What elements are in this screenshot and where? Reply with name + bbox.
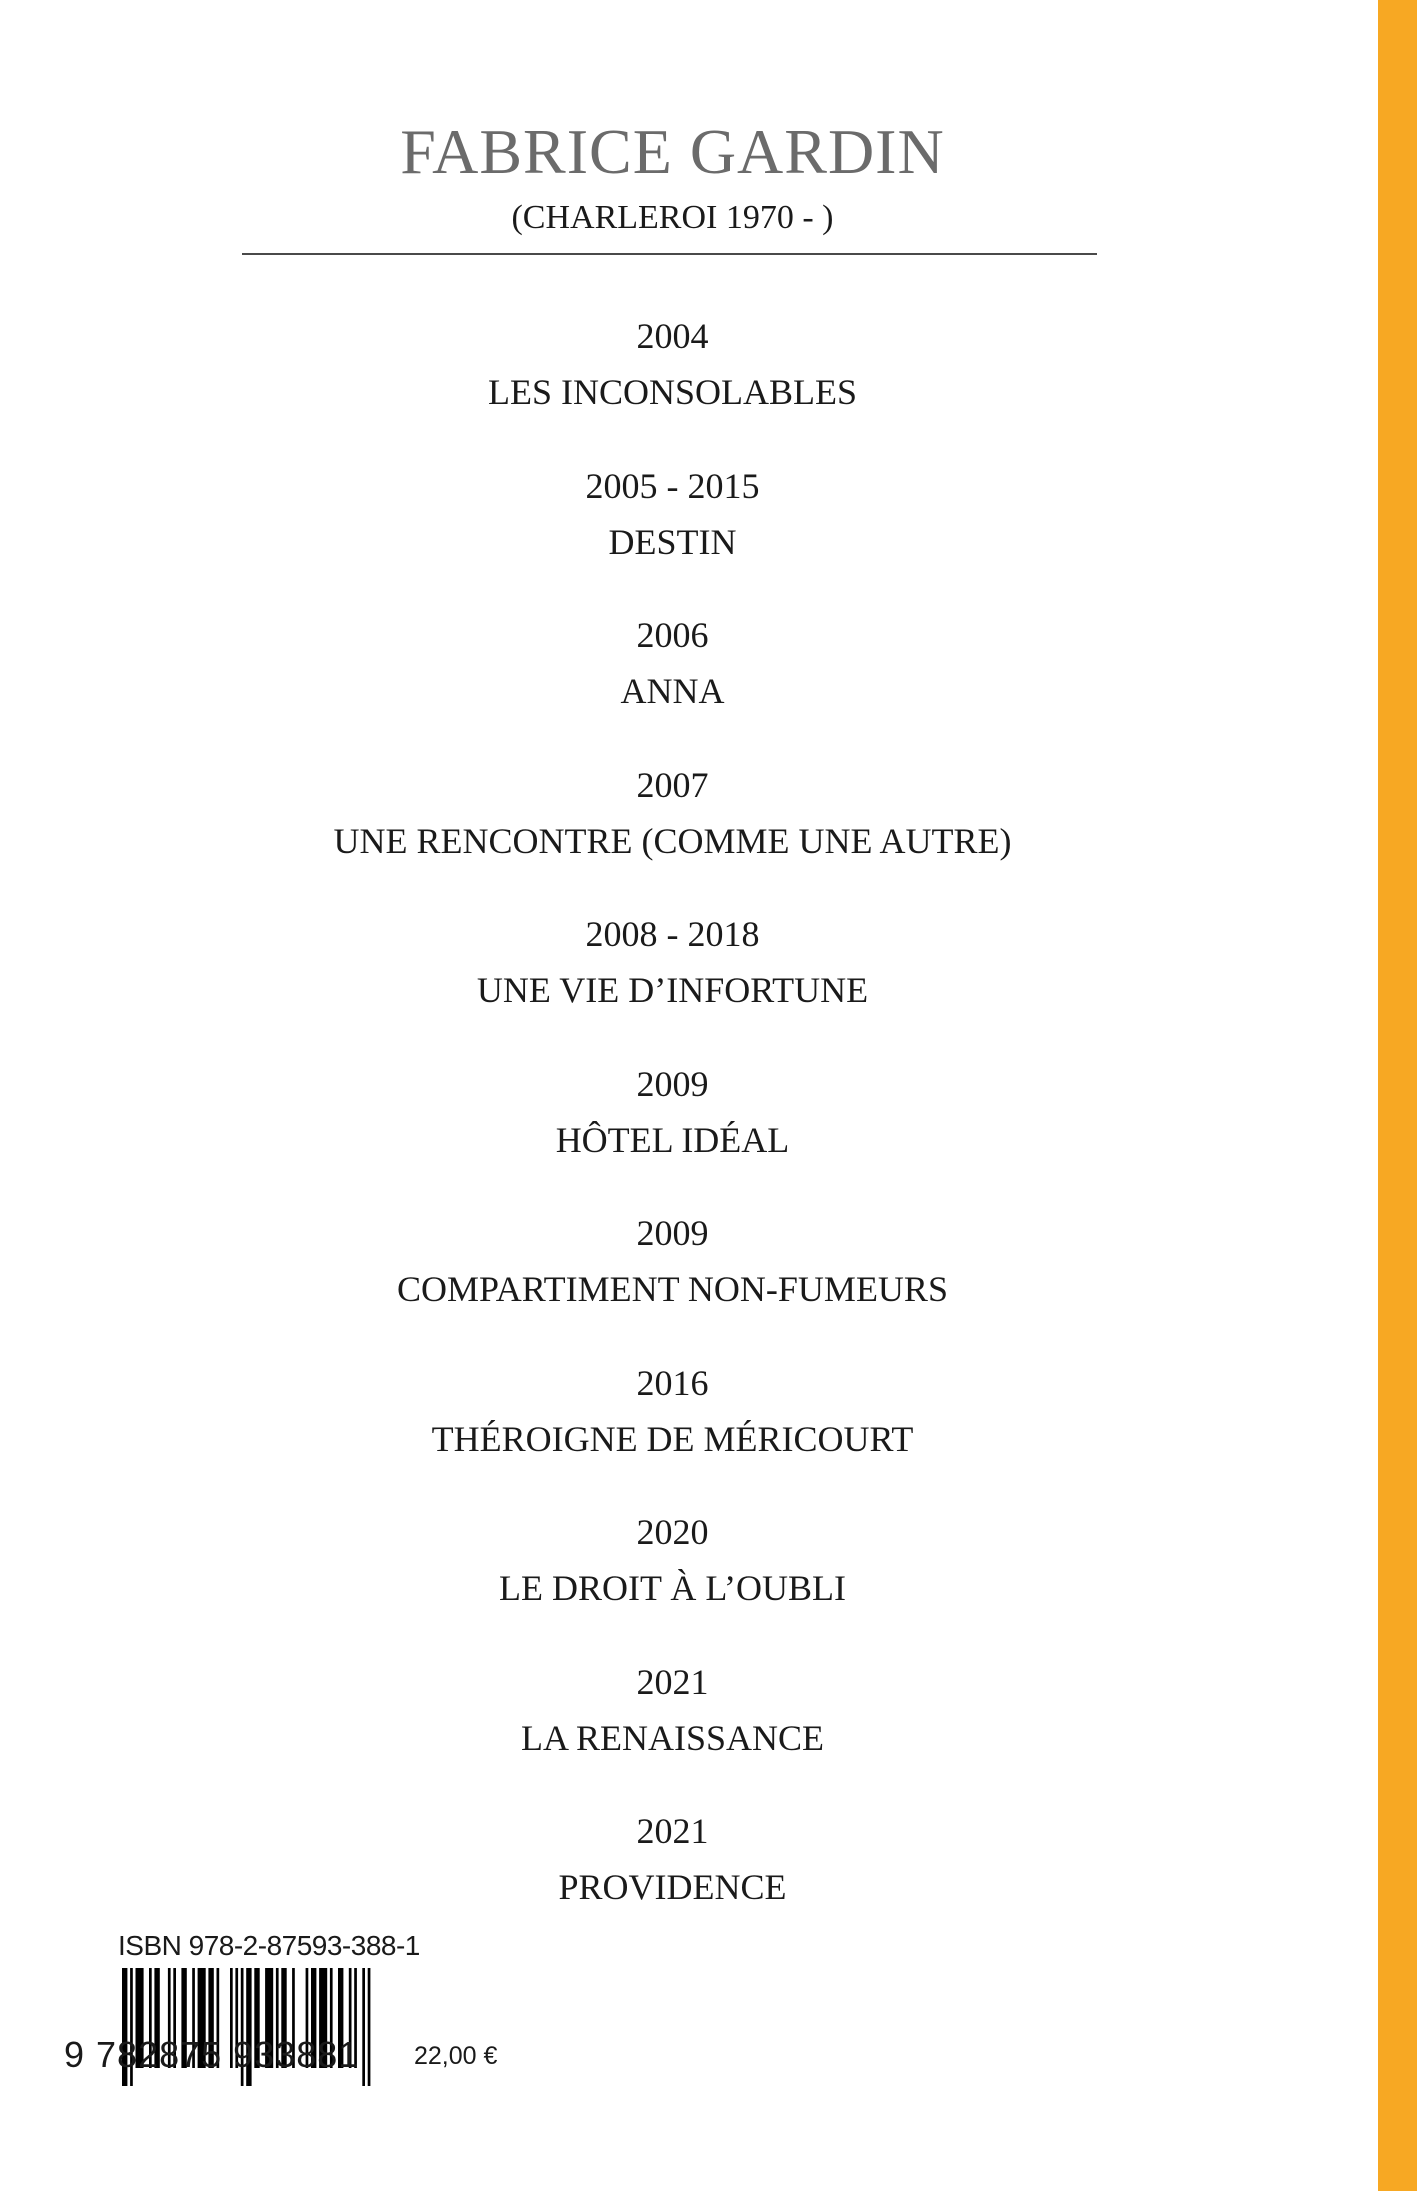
work-year: 2004 <box>636 316 709 356</box>
work-item <box>0 906 1345 1056</box>
work-title: UNE VIE D’INFORTUNE <box>476 970 869 1010</box>
price: 22,00 € <box>414 2042 498 2070</box>
work-year: 2021 <box>636 1811 709 1851</box>
work-title: PROVIDENCE <box>558 1867 787 1907</box>
work-item <box>0 1056 1345 1206</box>
side-color-stripe <box>1378 0 1417 2191</box>
work-title: LE DROIT À L’OUBLI <box>499 1568 846 1608</box>
work-item <box>0 458 1345 608</box>
divider <box>242 253 1097 255</box>
work-title: LA RENAISSANCE <box>520 1717 825 1758</box>
barcode-digits: 9 782875 933881 <box>64 2034 360 2075</box>
work-item <box>0 1654 1345 1804</box>
work-title: LES INCONSOLABLES <box>487 372 858 412</box>
work-year: 2020 <box>636 1512 709 1552</box>
work-year: 2009 <box>636 1213 709 1253</box>
work-item <box>0 1205 1345 1355</box>
work-item <box>0 757 1345 907</box>
work-item <box>0 308 1345 458</box>
work-title: DESTIN <box>608 521 737 562</box>
work-year: 2021 <box>636 1661 709 1702</box>
isbn-label: ISBN 978-2-87593-388-1 <box>118 1930 420 1961</box>
work-title: COMPARTIMENT NON-FUMEURS <box>397 1269 948 1309</box>
work-year: 2006 <box>636 615 709 655</box>
works-list <box>0 308 1345 1953</box>
barcode-bar <box>362 1968 365 2086</box>
work-year: 2016 <box>636 1362 709 1403</box>
author-name: FABRICE GARDIN <box>400 116 945 187</box>
work-title: HÔTEL IDÉAL <box>555 1119 790 1160</box>
work-title: UNE RENCONTRE (COMME UNE AUTRE) <box>333 820 1012 861</box>
barcode-bar <box>368 1968 371 2086</box>
work-item <box>0 1504 1345 1654</box>
work-year: 2009 <box>636 1063 709 1104</box>
work-item <box>0 1355 1345 1505</box>
author-dates: (CHARLEROI 1970 - ) <box>511 199 834 236</box>
work-year: 2007 <box>636 764 709 805</box>
work-year: 2008 - 2018 <box>585 914 760 954</box>
work-title: THÉROIGNE DE MÉRICOURT <box>431 1418 914 1459</box>
work-title: ANNA <box>620 671 725 711</box>
work-item <box>0 607 1345 757</box>
work-year: 2005 - 2015 <box>585 465 760 506</box>
